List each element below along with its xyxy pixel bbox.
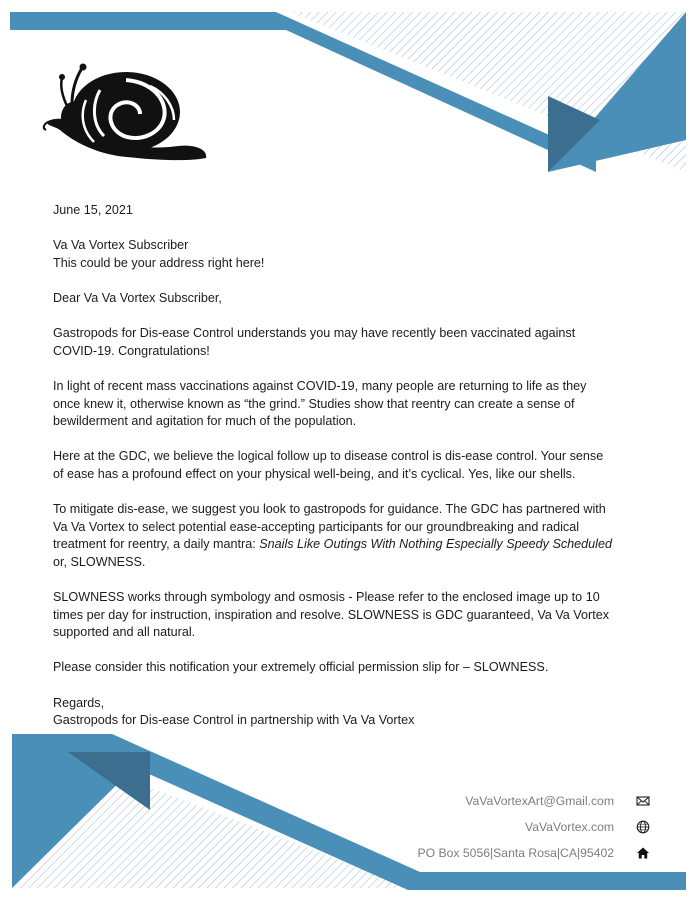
paragraph-1 bbox=[53, 325, 633, 360]
closing: Regards, bbox=[53, 695, 105, 710]
contact-address: PO Box 5056|Santa Rosa|CA|95402 bbox=[417, 846, 614, 860]
globe-icon bbox=[636, 820, 650, 834]
letter-body bbox=[53, 202, 633, 747]
envelope-icon bbox=[636, 794, 650, 808]
paragraph-line: COVID-19. Congratulations! bbox=[53, 343, 210, 358]
salutation: Dear Va Va Vortex Subscriber, bbox=[53, 290, 222, 305]
contact-website-row bbox=[418, 814, 651, 840]
mantra-text: Snails Like Outings With Nothing Especially Speedy Scheduled bbox=[259, 537, 612, 552]
paragraph-5 bbox=[53, 589, 633, 642]
paragraph-line: To mitigate dis-ease, we suggest you look to gastropods for guidance. The GDC has partnered with bbox=[53, 502, 606, 517]
recipient-name: Va Va Vortex Subscriber bbox=[53, 238, 189, 253]
contact-address-row bbox=[418, 840, 651, 866]
paragraph-line: Gastropods for Dis-ease Control understands you may have recently been vaccinated against bbox=[53, 326, 576, 341]
contact-email-row bbox=[418, 788, 651, 814]
paragraph-line: Va Va Vortex to select potential ease-accepting participants for our groundbreaking and radical bbox=[53, 519, 579, 534]
mantra-intro: treatment for reentry, a daily mantra: bbox=[53, 537, 260, 552]
contact-block bbox=[418, 788, 651, 866]
paragraph-line: times per day for instruction, inspiration and resolve. SLOWNESS is GDC guaranteed, Va Va Vortex bbox=[53, 607, 610, 622]
paragraph-line bbox=[53, 536, 633, 554]
contact-website[interactable]: VaVaVortex.com bbox=[525, 820, 614, 834]
signature: Gastropods for Dis-ease Control in partnership with Va Va Vortex bbox=[53, 713, 415, 728]
paragraph-line: SLOWNESS works through symbology and osmosis - Please refer to the enclosed image up to 10 bbox=[53, 590, 600, 605]
closing-block bbox=[53, 695, 633, 730]
paragraph-3 bbox=[53, 448, 633, 483]
paragraph-4 bbox=[53, 501, 633, 571]
paragraph-line: bewilderment and agitation for much of the population. bbox=[53, 414, 357, 429]
snail-icon bbox=[44, 64, 206, 161]
paragraph-2 bbox=[53, 378, 633, 431]
paragraph-line: Here at the GDC, we believe the logical follow up to disease control is dis-ease control. Your sense bbox=[53, 449, 604, 464]
letter-date: June 15, 2021 bbox=[53, 203, 133, 217]
recipient-block bbox=[53, 237, 633, 272]
paragraph-line: supported and all natural. bbox=[53, 625, 196, 640]
paragraph-line: once knew it, otherwise known as “the grind.” Studies show that reentry can create a sense of bbox=[53, 396, 575, 411]
paragraph-line: or, SLOWNESS. bbox=[53, 554, 146, 569]
contact-email[interactable]: VaVaVortexArt@Gmail.com bbox=[465, 794, 614, 808]
home-icon bbox=[636, 846, 650, 860]
paragraph-6: Please consider this notification your extremely official permission slip for – SLOWNESS. bbox=[53, 660, 549, 675]
paragraph-line: In light of recent mass vaccinations against COVID-19, many people are returning to life as they bbox=[53, 378, 587, 393]
recipient-address: This could be your address right here! bbox=[53, 255, 265, 270]
paragraph-line: of ease has a profound effect on your physical well-being, and it’s cyclical. Yes, like our shells. bbox=[53, 466, 576, 481]
